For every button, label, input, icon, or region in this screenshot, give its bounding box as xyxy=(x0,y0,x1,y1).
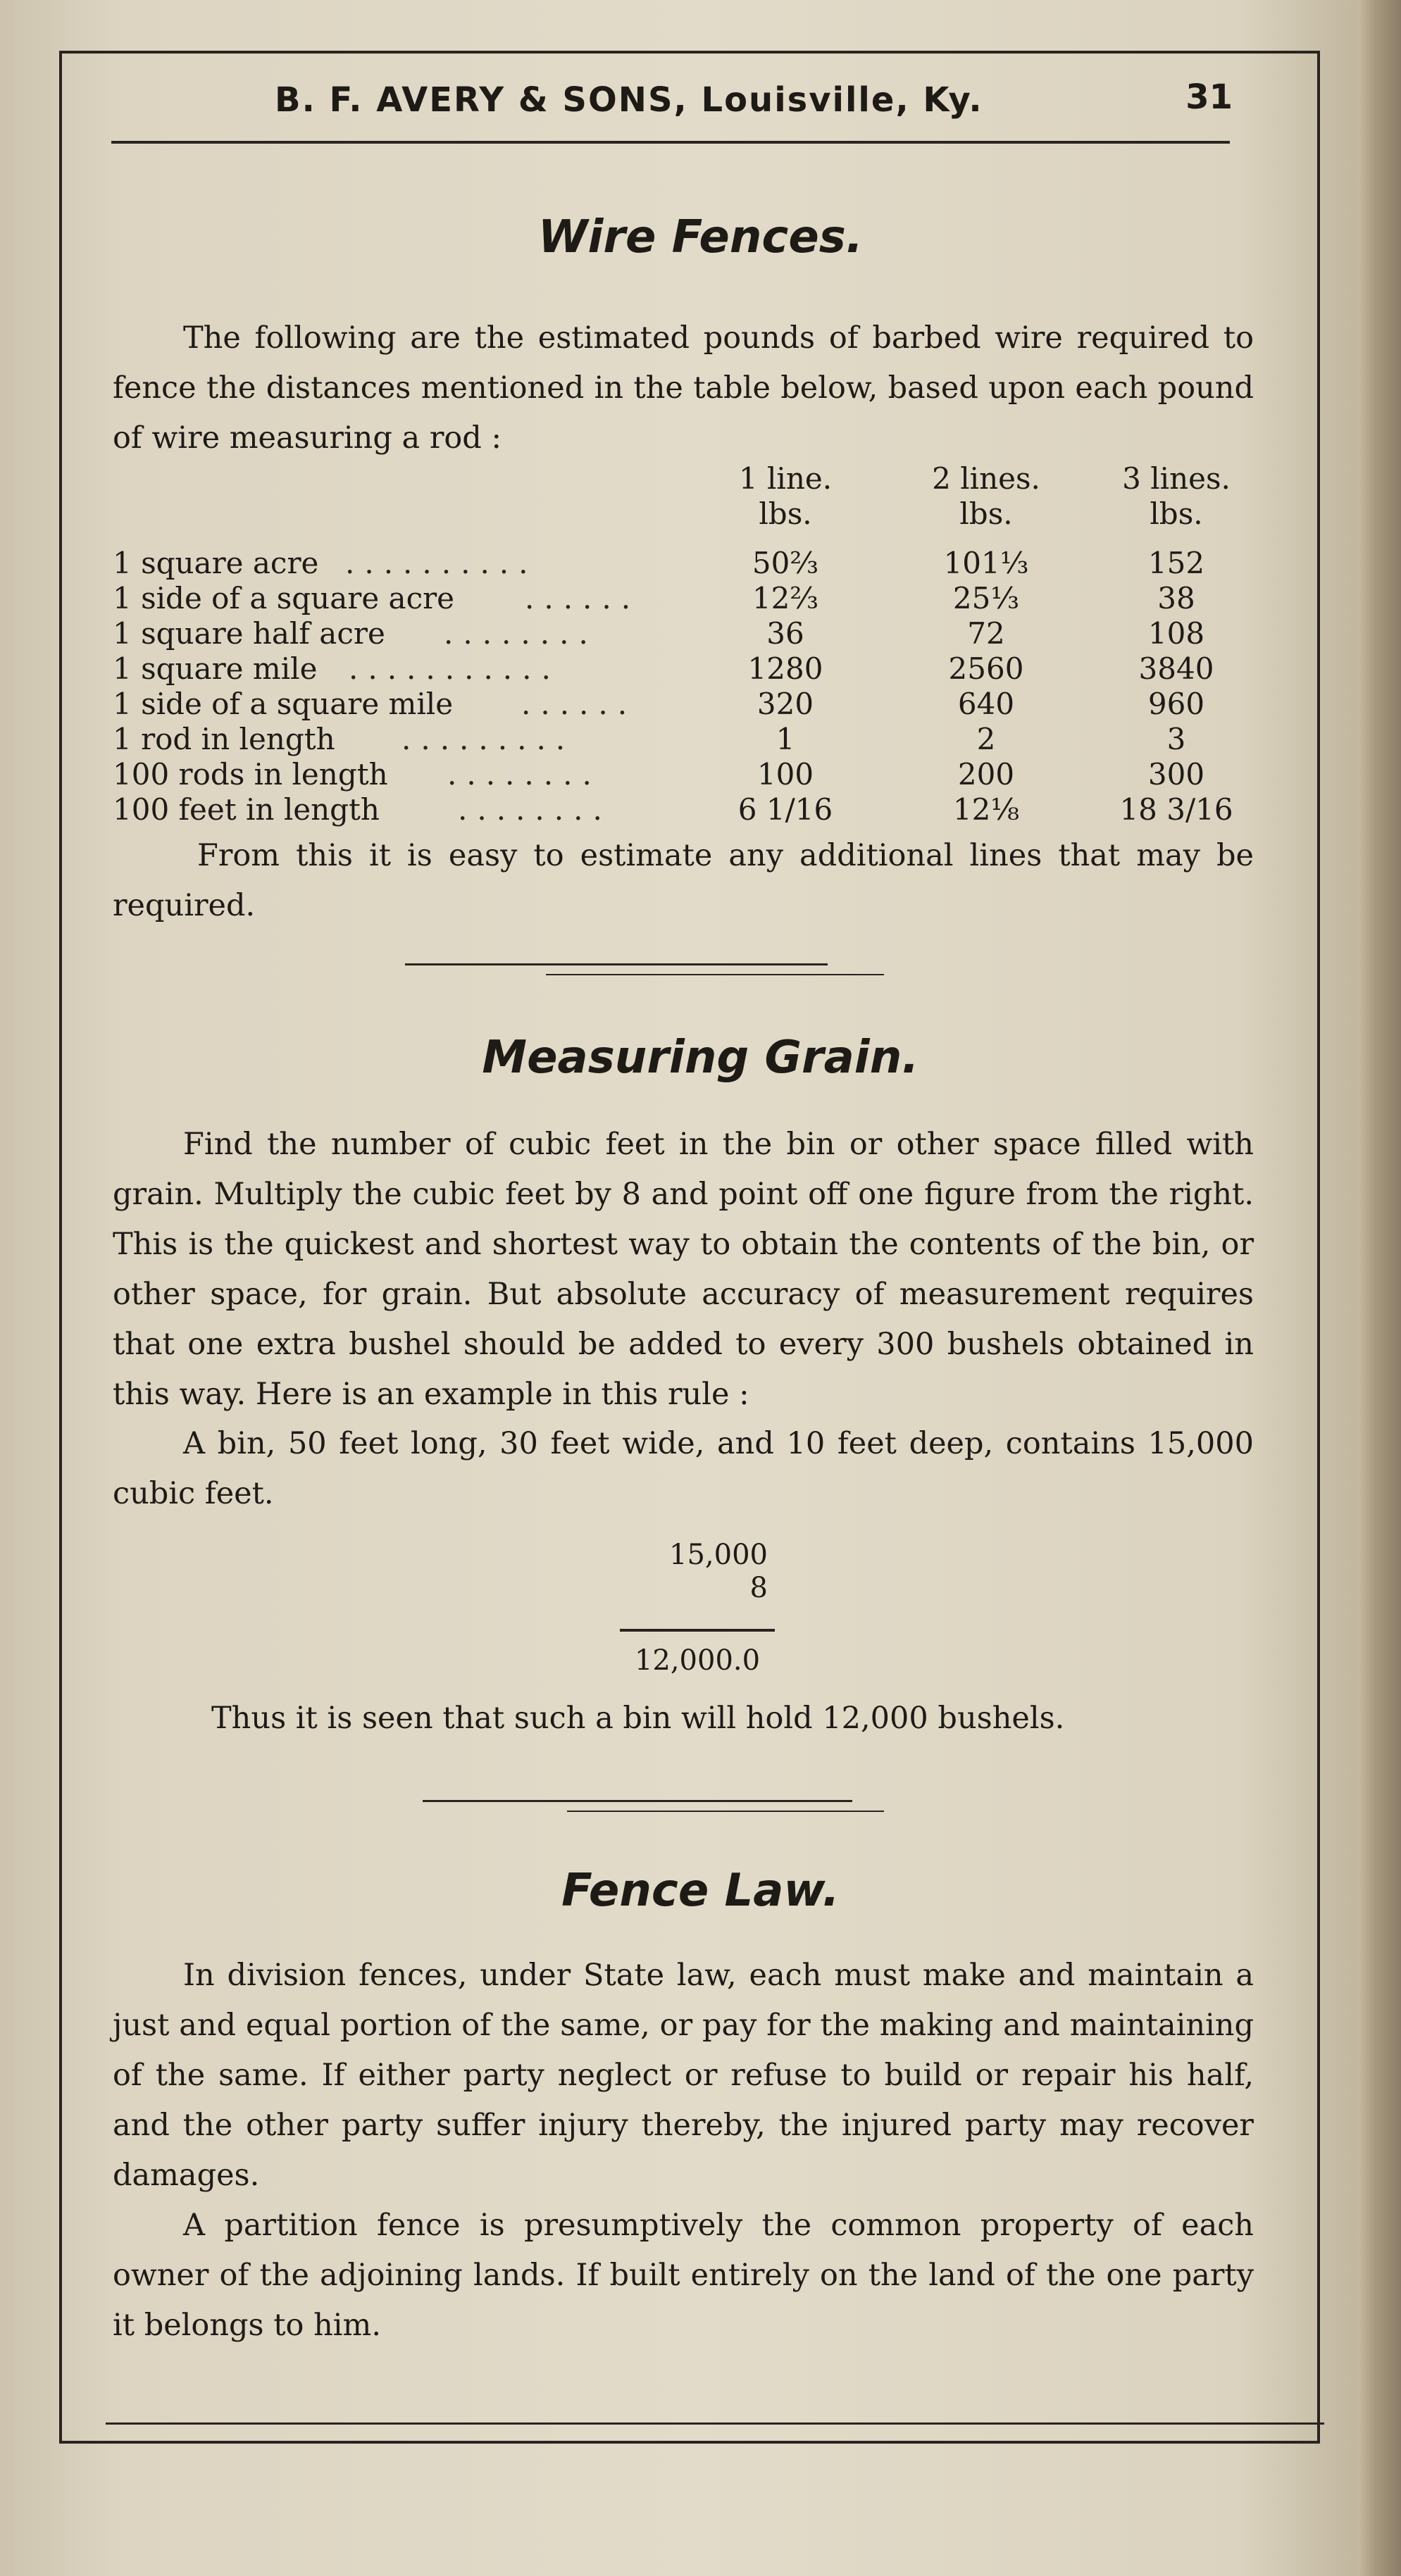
publisher-title: B. F. AVERY & SONS, Louisville, Ky. xyxy=(275,80,983,120)
value-3-lines: 3840 xyxy=(1138,651,1214,686)
measuring-grain-title: Measuring Grain. xyxy=(482,1032,919,1084)
value-3-lines: 3 xyxy=(1166,722,1186,756)
value-2-lines: 72 xyxy=(967,616,1005,651)
section-divider-short xyxy=(567,1811,884,1812)
wire-fences-title: Wire Fences. xyxy=(537,211,864,263)
calc-rule xyxy=(620,1629,775,1632)
row-label: 1 square acre xyxy=(113,546,319,580)
calc-result: 12,000.0 xyxy=(634,1644,761,1677)
row-label: 100 feet in length xyxy=(113,792,380,827)
calc-multiplier: 8 xyxy=(749,1572,768,1604)
value-2-lines: 2560 xyxy=(948,651,1024,686)
column-header-2-lines xyxy=(905,461,1067,532)
value-3-lines: 108 xyxy=(1147,616,1205,651)
column-header-3-lines xyxy=(1095,461,1257,532)
value-2-lines: 200 xyxy=(957,757,1015,792)
value-3-lines: 300 xyxy=(1147,757,1205,792)
section-divider xyxy=(405,963,828,965)
header-rule xyxy=(111,141,1230,144)
running-header xyxy=(106,70,1233,134)
fence-law-paragraph-2: A partition fence is presumptively the common property of each owner of the adjoining lands. If built entirely on the land of the one party it belongs to him. xyxy=(113,2208,1254,2343)
leader-dots: ........... xyxy=(349,651,561,686)
value-3-lines: 38 xyxy=(1157,581,1195,615)
wire-fences-intro: The following are the estimated pounds of barbed wire required to fence the distances mentioned in the table below, based upon each pound of wire measuring a rod : xyxy=(113,320,1254,456)
section-divider xyxy=(423,1800,852,1802)
column-header-2-lines-title: 2 lines. xyxy=(932,461,1040,496)
leader-dots: .......... xyxy=(345,546,538,580)
value-2-lines: 640 xyxy=(957,687,1015,721)
value-2-lines: 25⅓ xyxy=(952,581,1020,615)
leader-dots: ......... xyxy=(401,722,575,756)
table-row xyxy=(113,651,1268,687)
row-label: 1 side of a square mile xyxy=(113,687,454,721)
page-number: 31 xyxy=(1185,77,1233,117)
table-row xyxy=(113,581,1268,616)
row-label: 1 rod in length xyxy=(113,722,335,756)
row-label: 1 square half acre xyxy=(113,616,385,651)
value-2-lines: 12⅛ xyxy=(952,792,1020,827)
table-row xyxy=(113,757,1268,792)
row-label: 1 side of a square acre xyxy=(113,581,455,615)
measuring-grain-example: A bin, 50 feet long, 30 feet wide, and 10 feet deep, contains 15,000 cubic feet. xyxy=(113,1426,1254,1511)
table-row xyxy=(113,687,1268,722)
calc-multiplicand: 15,000 xyxy=(669,1539,768,1571)
value-3-lines: 18 3/16 xyxy=(1119,792,1233,827)
column-header-1-line-title: 1 line. xyxy=(738,461,833,496)
book-spine-edge xyxy=(1357,0,1401,2576)
leader-dots: ...... xyxy=(525,581,641,615)
value-1-line: 320 xyxy=(756,687,814,721)
value-3-lines: 960 xyxy=(1147,687,1205,721)
bottom-rule xyxy=(106,2422,1324,2425)
leader-dots: ........ xyxy=(444,616,598,651)
value-3-lines: 152 xyxy=(1147,546,1205,580)
value-1-line: 50⅔ xyxy=(752,546,819,580)
value-1-line: 6 1/16 xyxy=(737,792,833,827)
measuring-grain-paragraph: Find the number of cubic feet in the bin or other space filled with grain. Multiply the cubic feet by 8 and point off one figure from the right. This is the quickest and shortest way to obtain the contents of the bin, or other space, for grain. But absolute accuracy of measurement requires that one extra bushel should be added to every 300 bushels obtained in this way. Here is an example in this rule : xyxy=(113,1127,1254,1412)
fence-law-title: Fence Law. xyxy=(561,1865,840,1917)
value-2-lines: 2 xyxy=(976,722,996,756)
column-header-3-lines-unit: lbs. xyxy=(1150,496,1203,531)
column-header-1-line-unit: lbs. xyxy=(759,496,812,531)
value-1-line: 1 xyxy=(776,722,795,756)
wire-fences-closing: From this it is easy to estimate any additional lines that may be required. xyxy=(113,838,1254,923)
measuring-grain-conclusion: Thus it is seen that such a bin will hold 12,000 bushels. xyxy=(211,1701,1065,1736)
leader-dots: ........ xyxy=(458,792,612,827)
leader-dots: ........ xyxy=(447,757,602,792)
value-2-lines: 101⅓ xyxy=(943,546,1029,580)
leader-dots: ...... xyxy=(521,687,637,721)
table-row xyxy=(113,546,1268,581)
value-1-line: 12⅔ xyxy=(752,581,819,615)
value-1-line: 36 xyxy=(766,616,804,651)
value-1-line: 100 xyxy=(756,757,814,792)
row-label: 100 rods in length xyxy=(113,757,388,792)
section-divider-short xyxy=(546,974,884,975)
table-row xyxy=(113,722,1268,757)
table-row xyxy=(113,792,1268,827)
row-label: 1 square mile xyxy=(113,651,318,686)
value-1-line: 1280 xyxy=(747,651,823,686)
fence-law-paragraph-1: In division fences, under State law, each must make and maintain a just and equal portion of the same, or pay for the making and maintaining of the same. If either party neglect or refuse to build or repair his half, and the other party suffer injury thereby, the injured party may recover damages. xyxy=(113,1958,1254,2193)
column-header-1-line xyxy=(708,461,863,532)
table-row xyxy=(113,616,1268,651)
column-header-2-lines-unit: lbs. xyxy=(959,496,1013,531)
column-header-3-lines-title: 3 lines. xyxy=(1122,461,1231,496)
